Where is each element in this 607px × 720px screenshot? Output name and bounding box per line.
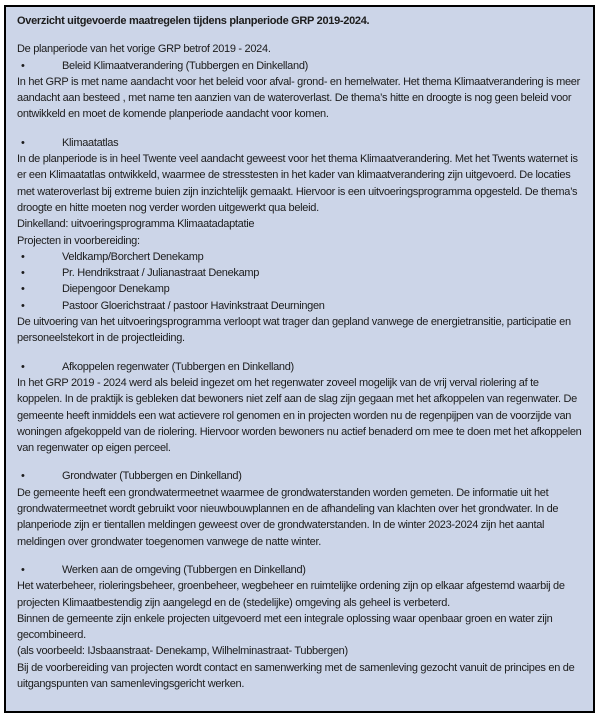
paragraph-uitvoering-trager: De uitvoering van het uitvoeringsprogramma verloopt wat trager dan gepland vanwege de energietransitie, participatie en personeelstekort in de projectleiding. — [17, 316, 571, 345]
paragraph-projecten-voorbereiding: Projecten in voorbereiding: — [17, 234, 140, 247]
bullet-text: Werken aan de omgeving (Tubbergen en Dinkelland) — [62, 563, 306, 576]
paragraph-grp-beleid: In het GRP is met name aandacht voor het beleid voor afval- grond- en hemelwater. Het thema Klimaatverandering is meer aandacht aan besteed , met name ten aanzien van de wateroverlast. De thema’s hitte en droogte is nog geen beleid voor ontwikkeld en moet de komende planperiode aandacht voor komen. — [17, 75, 580, 121]
document-title: Overzicht uitgevoerde maatregelen tijdens planperiode GRP 2019-2024. — [17, 15, 370, 27]
document-frame — [4, 5, 595, 713]
bullet-item-beleid-klimaatverandering — [17, 58, 582, 74]
bullet-icon: • — [21, 59, 25, 72]
paragraph-planperiode: De planperiode van het vorige GRP betrof 2019 - 2024. — [17, 43, 271, 56]
bullet-text: Klimaatatlas — [62, 136, 119, 149]
bullet-item-klimaatatlas — [17, 135, 582, 151]
bullet-item-diepengoor — [17, 281, 582, 297]
bullet-text: Veldkamp/Borchert Denekamp — [62, 250, 204, 263]
bullet-text: Beleid Klimaatverandering (Tubbergen en Dinkelland) — [62, 59, 308, 72]
bullet-text: Grondwater (Tubbergen en Dinkelland) — [62, 470, 242, 483]
paragraph-afkoppelen: In het GRP 2019 - 2024 werd als beleid ingezet om het regenwater zoveel mogelijk van de vrij verval riolering af te koppelen. In de praktijk is gebleken dat bewoners niet zelf aan de slag zijn gegaan met het afkoppelen van regenwater. De gemeente heeft inmiddels een wat actievere rol genomen en in projecten worden nu de regenpijpen van de voorzijde van woningen afgekoppeld van de riolering. Hiervoor worden bewoners nu actief benaderd om mee te doen met het afkoppelen van regenwater op eigen perceel. — [17, 376, 582, 455]
bullet-icon: • — [21, 250, 25, 263]
bullet-item-veldkamp — [17, 249, 582, 265]
bullet-icon: • — [21, 470, 25, 483]
bullet-item-afkoppelen-regenwater — [17, 359, 582, 375]
bullet-text: Diepengoor Denekamp — [62, 283, 170, 296]
bullet-icon: • — [21, 360, 25, 373]
paragraph-dinkelland-programma: Dinkelland: uitvoeringsprogramma Klimaatadaptatie — [17, 218, 255, 231]
bullet-item-grondwater — [17, 468, 582, 484]
bullet-text: Afkoppelen regenwater (Tubbergen en Dinkelland) — [62, 360, 294, 373]
bullet-icon: • — [21, 267, 25, 280]
paragraph-voorbeeld-straten: (als voorbeeld: IJsbaanstraat- Denekamp, Wilhelminastraat- Tubbergen) — [17, 645, 348, 658]
bullet-text: Pastoor Gloerichstraat / pastoor Havinkstraat Deurningen — [62, 299, 325, 312]
paragraph-samenlevingsgericht: Bij de voorbereiding van projecten wordt contact en samenwerking met de samenleving gezocht vanuit de principes en de uitgangspunten van samenlevingsgericht werken. — [17, 661, 575, 690]
bullet-icon: • — [21, 563, 25, 576]
bullet-item-gloerichstraat — [17, 298, 582, 314]
paragraph-klimaatatlas: In de planperiode is in heel Twente veel aandacht geweest voor het thema Klimaatverandering. Met het Twents waternet is er een Klimaatatlas ontwikkeld, waarmee de stresstesten in het kader van klimaatverandering zijn uitgevoerd. De locaties met wateroverlast bij extreme buien zijn inzichtelijk gemaakt. Hiervoor is een uitvoeringsprogramma opgesteld. De thema’s droogte en hitte moeten nog verder worden uitgewerkt qua beleid. — [17, 153, 578, 214]
bullet-icon: • — [21, 299, 25, 312]
bullet-icon: • — [21, 136, 25, 149]
bullet-text: Pr. Hendrikstraat / Julianastraat Denekamp — [62, 267, 260, 280]
bullet-item-werken-omgeving — [17, 562, 582, 578]
bullet-item-hendrikstraat — [17, 265, 582, 281]
bullet-icon: • — [21, 283, 25, 296]
paragraph-integrale-oplossing: Binnen de gemeente zijn enkele projecten uitgevoerd met een integrale oplossing waar openbaar groen en water zijn gecombineerd. — [17, 612, 553, 642]
paragraph-waterbeheer: Het waterbeheer, rioleringsbeheer, groenbeheer, wegbeheer en ruimtelijke ordening zijn op elkaar afgestemd waarbij de projecten Klimaatbestendig zijn aangelegd en de (stedelijke) omgeving als geheel is verbeterd. — [17, 580, 565, 609]
paragraph-grondwater: De gemeente heeft een grondwatermeetnet waarmee de grondwaterstanden worden gemeten. De informatie uit het grondwatermeetnet wordt gebruikt voor nieuwbouwplannen en de afhandeling van klachten over het grondwater. In de planperiode zijn er tientallen meldingen geweest over de grondwaterstanden. In de winter 2023-2024 zijn het aantal meldingen over grondwater toegenomen vanwege de natte winter. — [17, 486, 559, 548]
